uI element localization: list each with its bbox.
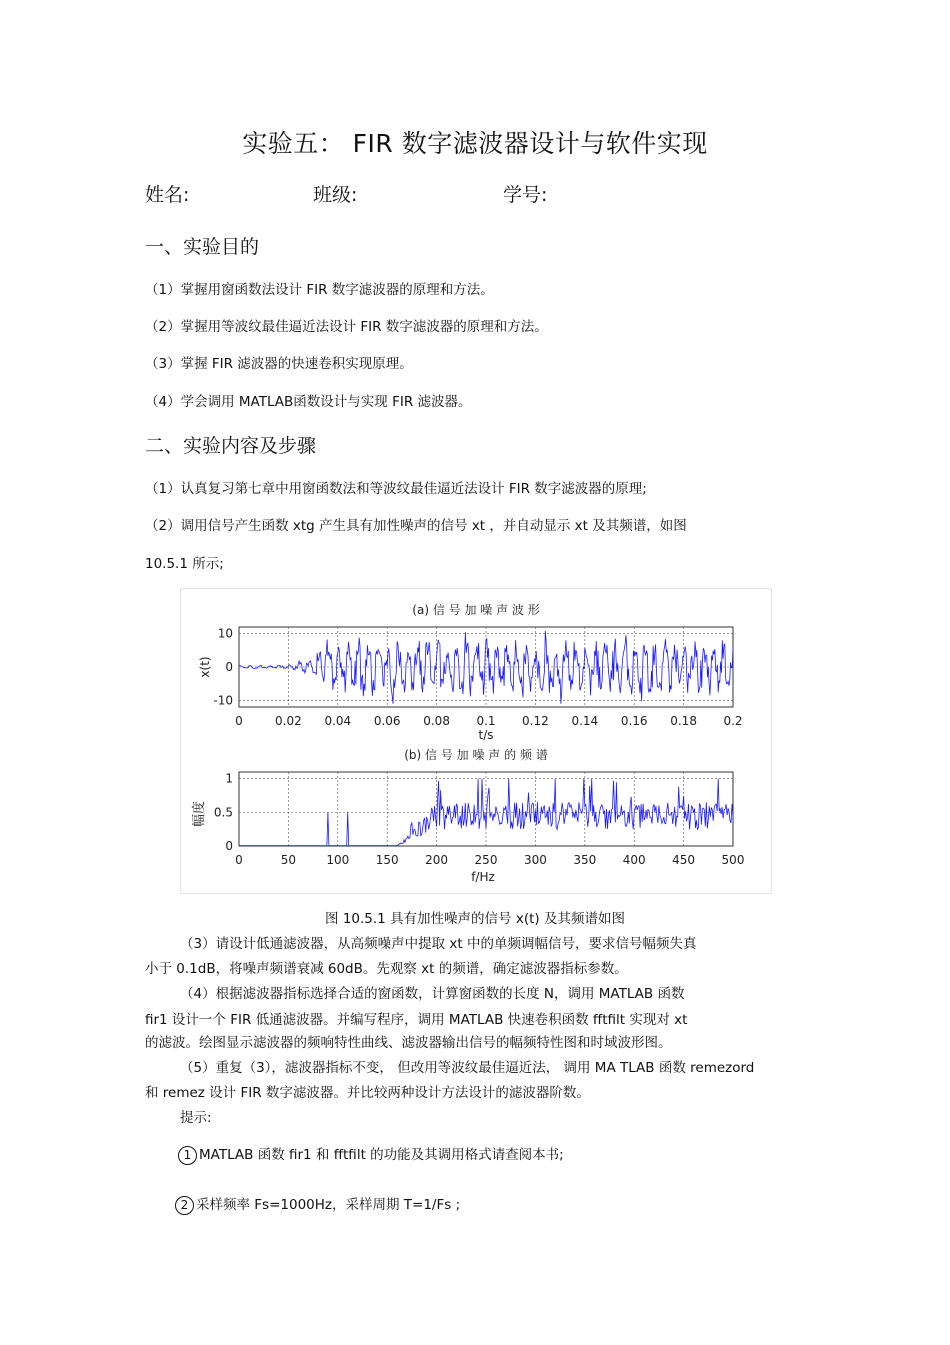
chart-a-x-tick-label: 0.02: [275, 714, 302, 728]
chart-b-x-tick-label: 50: [280, 853, 297, 867]
hint-label: 提示:: [180, 1110, 212, 1126]
chart-a-y-tick-label: -10: [213, 693, 233, 708]
chart-a-x-tick-label: 0.1: [476, 714, 496, 728]
step-2-line-2: 10.5.1 所示;: [145, 556, 224, 572]
chart-b-x-tick-label: 450: [672, 853, 696, 867]
objective-item-1: （1）掌握用窗函数法设计 FIR 数字滤波器的原理和方法。: [145, 282, 494, 298]
chart-b-y-tick-label: 1: [225, 771, 233, 786]
chart-a-y-tick-label: 10: [217, 626, 233, 641]
chart-b-x-tick-label: 500: [721, 853, 745, 867]
chart-b-x-tick-label: 250: [474, 853, 498, 867]
chart-b-x-tick-label: 150: [375, 853, 399, 867]
step-4-line-3: 的滤波。绘图显示滤波器的频响特性曲线、滤波器输出信号的幅频特性图和时域波形图。: [145, 1035, 672, 1051]
class-label: 班级:: [313, 184, 358, 206]
objective-item-4: （4）学会调用 MATLAB函数设计与实现 FIR 滤波器。: [145, 394, 472, 410]
chart-a-x-tick-label: 0: [235, 714, 243, 728]
chart-a-x-tick-label: 0.08: [423, 714, 450, 728]
hint-item-1-text: MATLAB 函数 fir1 和 fftfilt 的功能及其调用格式请查阅本书;: [199, 1147, 564, 1163]
hint-item-1: [178, 1143, 564, 1165]
chart-b-x-tick-label: 0: [235, 853, 243, 867]
chart-b-xlabel: f/Hz: [471, 870, 495, 884]
chart-a-x-tick-label: 0.12: [522, 714, 549, 728]
objective-item-3: （3）掌握 FIR 滤波器的快速卷积实现原理。: [145, 356, 413, 372]
chart-a-x-tick-label: 0.14: [571, 714, 599, 728]
section-heading-objectives: 一、实验目的: [145, 236, 260, 258]
student-id-label: 学号:: [503, 184, 548, 206]
chart-a-x-tick-label: 0.06: [373, 714, 401, 728]
chart-b-x-tick-label: 300: [523, 853, 547, 867]
step-3-line-2: 小于 0.1dB，将噪声频谱衰减 60dB。先观察 xt 的频谱，确定滤波器指标参数。: [145, 961, 628, 977]
chart-b-y-ticks: [214, 772, 233, 853]
chart-b-x-tick-label: 400: [622, 853, 646, 867]
chart-b-title: (b) 信 号 加 噪 声 的 频 谱: [404, 748, 548, 762]
chart-a-y-tick-label: 0: [225, 660, 233, 674]
chart-b-x-tick-label: 200: [425, 853, 449, 867]
circled-number-2: 2: [175, 1196, 194, 1215]
chart-a-x-tick-label: 0.16: [620, 714, 648, 728]
circled-number-1: 1: [178, 1146, 197, 1165]
chart-a-title: (a) 信 号 加 噪 声 波 形: [412, 603, 540, 617]
figure-10-5-1: [180, 588, 772, 894]
chart-b-y-tick-label: 0: [225, 839, 233, 853]
figure-caption: 图 10.5.1 具有加性噪声的信号 x(t) 及其频谱如图: [325, 911, 625, 927]
hint-item-2-text: 采样频率 Fs=1000Hz，采样周期 T=1/Fs ;: [196, 1197, 461, 1213]
step-5-line-2: 和 remez 设计 FIR 数字滤波器。并比较两种设计方法设计的滤波器阶数。: [145, 1085, 590, 1101]
step-2-line-1: （2）调用信号产生函数 xtg 产生具有加性噪声的信号 xt ，并自动显示 xt 及其频谱，如图: [145, 518, 687, 534]
signal-charts: [181, 589, 771, 893]
chart-a-xlabel: t/s: [478, 728, 494, 742]
step-1: （1）认真复习第七章中用窗函数法和等波纹最佳逼近法设计 FIR 数字滤波器的原理;: [145, 481, 647, 497]
chart-b-x-ticks: [235, 853, 744, 867]
step-5-line-1: （5）重复（3），滤波器指标不变， 但改用等波纹最佳逼近法， 调用 MA TLAB 函数 remezord: [180, 1060, 755, 1076]
chart-b-ylabel: 幅度: [192, 800, 207, 828]
step-4-line-2: fir1 设计一个 FIR 低通滤波器。并编写程序，调用 MATLAB 快速卷积函数 fftfilt 实现对 xt: [145, 1012, 688, 1028]
objective-item-2: （2）掌握用等波纹最佳逼近法设计 FIR 数字滤波器的原理和方法。: [145, 319, 548, 335]
chart-a-x-tick-label: 0.2: [723, 714, 743, 728]
chart-a-ylabel: x(t): [198, 656, 212, 678]
chart-a-x-tick-label: 0.04: [324, 714, 352, 728]
hint-item-2: [175, 1193, 460, 1215]
step-3-line-1: （3）请设计低通滤波器，从高频噪声中提取 xt 中的单频调幅信号，要求信号幅频失真: [180, 936, 697, 952]
section-heading-steps: 二、实验内容及步骤: [145, 435, 317, 457]
name-label: 姓名:: [145, 184, 190, 206]
step-4-line-1: （4）根据滤波器指标选择合适的窗函数，计算窗函数的长度 N，调用 MATLAB 函数: [180, 986, 685, 1002]
page-title: 实验五： FIR 数字滤波器设计与软件实现: [242, 129, 708, 158]
chart-b-y-tick-label: 0.5: [213, 805, 233, 820]
chart-a-y-ticks: [213, 627, 233, 708]
chart-b-x-tick-label: 100: [326, 853, 350, 867]
chart-b-x-tick-label: 350: [573, 853, 597, 867]
chart-a-x-tick-label: 0.18: [670, 714, 697, 728]
chart-a-x-ticks: [235, 714, 742, 728]
